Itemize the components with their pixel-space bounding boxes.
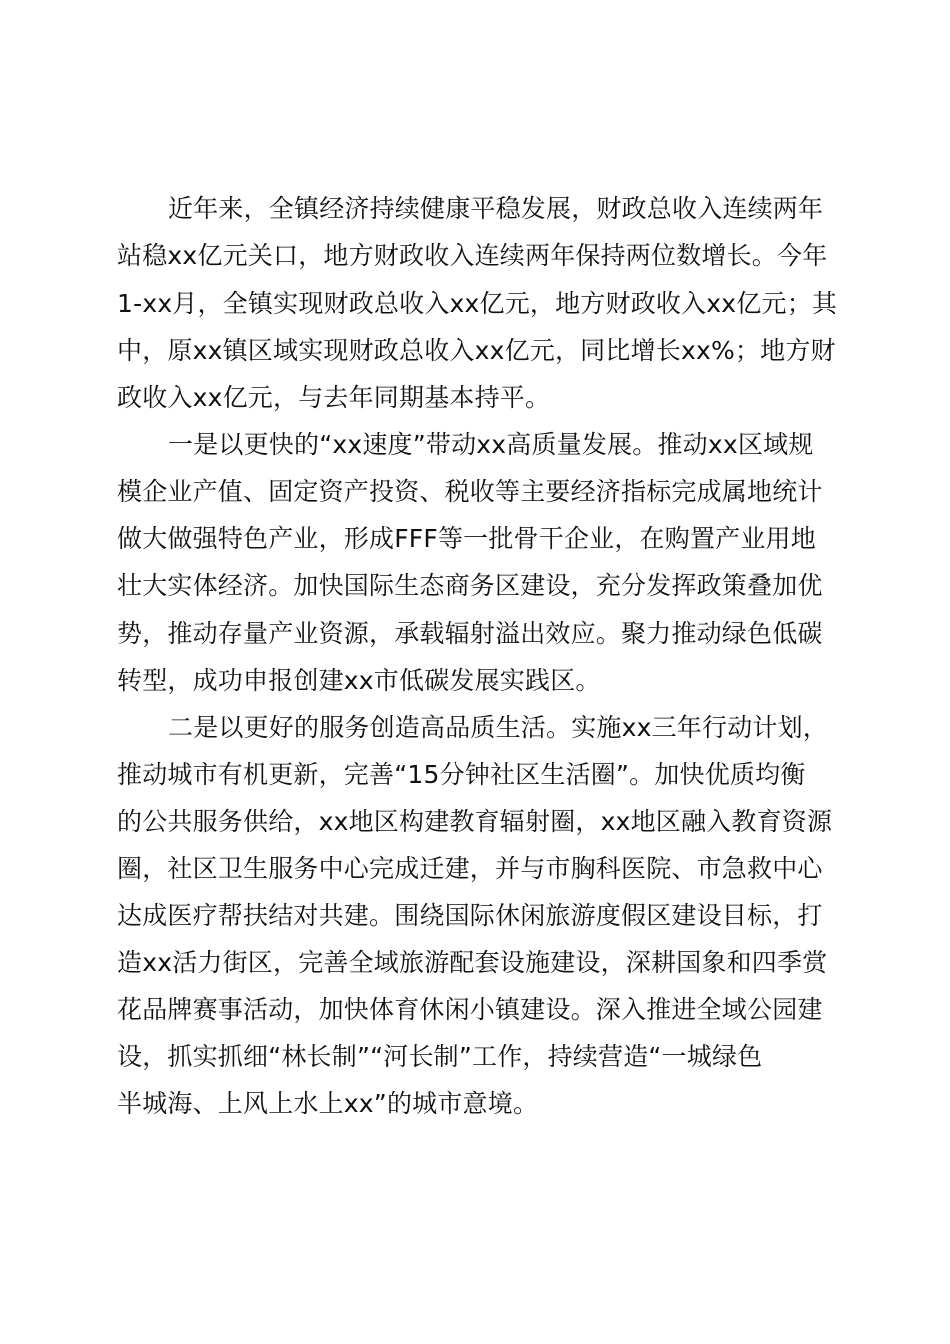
paragraph-3-line-4: 圈，社区卫生服务中心完成迁建，并与市胸科医院、市急救中心: [117, 854, 823, 883]
paragraph-3-line-3: 的公共服务供给，xx地区构建教育辐射圈，xx地区融入教育资源: [117, 807, 833, 836]
paragraph-2-line-4: 壮大实体经济。加快国际生态商务区建设，充分发挥政策叠加优: [117, 571, 823, 600]
paragraph-1-line-5: 政收入xx亿元，与去年同期基本持平。: [117, 383, 551, 412]
paragraph-3-line-2: 推动城市有机更新，完善“15分钟社区生活圈”。加快优质均衡: [117, 760, 806, 789]
paragraph-3-line-5: 达成医疗帮扶结对共建。围绕国际休闲旅游度假区建设目标，打: [117, 901, 823, 930]
paragraph-1-line-3: 1-xx月，全镇实现财政总收入xx亿元，地方财政收入xx亿元；其: [117, 289, 838, 318]
paragraph-1-line-1: 近年来，全镇经济持续健康平稳发展，财政总收入连续两年: [168, 194, 824, 223]
paragraph-2-line-3: 做大做强特色产业，形成FFF等一批骨干企业，在购置产业用地: [117, 524, 816, 553]
paragraph-3-line-8: 设，抓实抓细“林长制”“河长制”工作，持续营造“一城绿色: [117, 1042, 763, 1071]
paragraph-3-line-6: 造xx活力街区，完善全域旅游配套设施建设，深耕国象和四季赏: [117, 948, 828, 977]
paragraph-1-line-2: 站稳xx亿元关口，地方财政收入连续两年保持两位数增长。今年: [117, 241, 828, 270]
paragraph-3-line-1: 二是以更好的服务创造高品质生活。实施xx三年行动计划，: [168, 713, 828, 742]
paragraph-2-line-5: 势，推动存量产业资源，承载辐射溢出效应。聚力推动绿色低碳: [117, 619, 823, 648]
paragraph-2-line-2: 模企业产值、固定资产投资、税收等主要经济指标完成属地统计: [117, 477, 823, 506]
paragraph-1-line-4: 中，原xx镇区域实现财政总收入xx亿元，同比增长xx%；地方财: [117, 336, 836, 365]
paragraph-2-line-6: 转型，成功申报创建xx市低碳发展实践区。: [117, 666, 601, 695]
paragraph-3-line-7: 花品牌赛事活动，加快体育休闲小镇建设。深入推进全域公园建: [117, 995, 823, 1024]
paragraph-2-line-1: 一是以更快的“xx速度”带动xx高质量发展。推动xx区域规: [168, 430, 814, 459]
paragraph-3-line-9: 半城海、上风上水上xx”的城市意境。: [117, 1089, 539, 1118]
